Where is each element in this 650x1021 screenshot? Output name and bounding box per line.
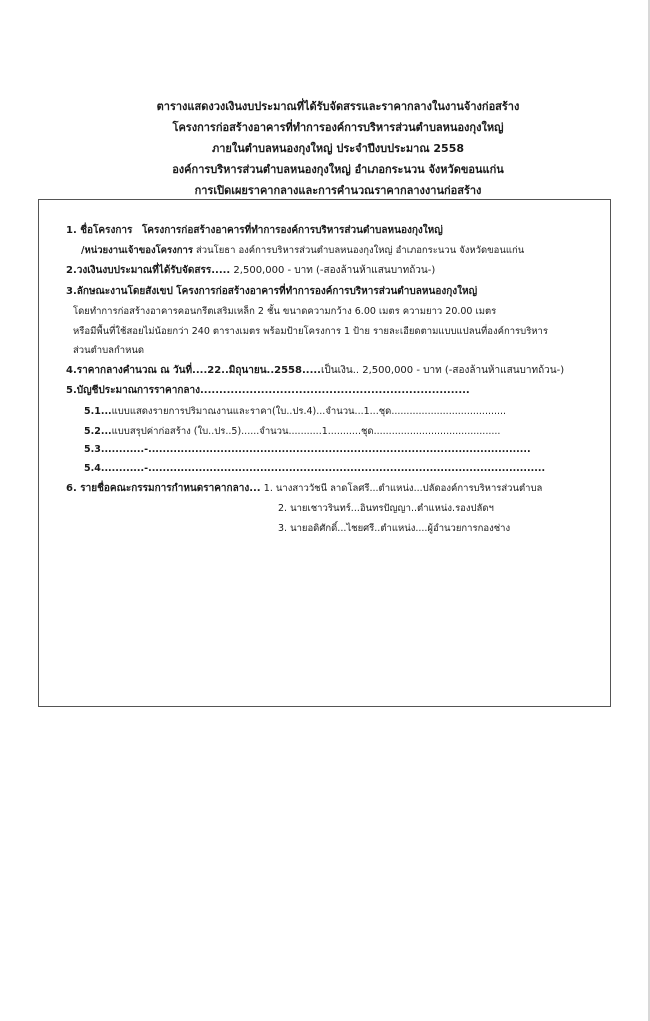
item-3-desc-line-3: ส่วนตำบลกำหนด bbox=[73, 345, 144, 356]
item-3-label: 3.ลักษณะงานโดยสังเขป โครงการก่อสร้างอาคารที่ทำการองค์การบริหารส่วนตำบลหนองกุงใหญ่ bbox=[66, 286, 478, 297]
item-5-3: 5.3............-.......................................................................................................... bbox=[84, 444, 531, 455]
item-5-1 bbox=[84, 405, 506, 419]
title-line-4: องค์การบริหารส่วนตำบลหนองกุงใหญ่ อำเภอกระนวน จังหวัดขอนแก่น bbox=[172, 163, 504, 176]
committee-member-3: 3. นายอดิศักดิ์...ไชยศรี..ตำแหน่ง....ผู้อำนวยการกองช่าง bbox=[278, 523, 511, 534]
item-4-label: 4.ราคากลางคำนวณ ณ วันที่....22..มิถุนายน..2558..... bbox=[66, 365, 321, 376]
title-line-3: ภายในตำบลหนองกุงใหญ่ ประจำปีงบประมาณ 2558 bbox=[211, 142, 465, 155]
title-line-2: โครงการก่อสร้างอาคารที่ทำการองค์การบริหารส่วนตำบลหนองกุงใหญ่ bbox=[172, 121, 504, 134]
title-line-1: ตารางแสดงวงเงินงบประมาณที่ได้รับจัดสรรและราคากลางในงานจ้างก่อสร้าง bbox=[156, 100, 520, 113]
title-line-5: การเปิดเผยราคากลางและการคำนวณราคากลางงานก่อสร้าง bbox=[194, 184, 482, 197]
item-4-value: เป็นเงิน.. 2,500,000 - บาท (-สองล้านห้าแสนบาทถ้วน-) bbox=[320, 365, 565, 376]
item-1-agency-value: ส่วนโยธา องค์การบริหารส่วนตำบลหนองกุงใหญ่ อำเภอกระนวน จังหวัดขอนแก่น bbox=[196, 245, 525, 256]
item-5-2-label: 5.2... bbox=[84, 426, 112, 437]
item-1-agency-label: /หน่วยงานเจ้าของโครงการ bbox=[81, 245, 193, 256]
item-1-label: 1. ชื่อโครงการ bbox=[66, 225, 133, 236]
item-2-label: 2.วงเงินงบประมาณที่ได้รับจัดสรร..... bbox=[66, 265, 231, 276]
item-6-label: 6. รายชื่อคณะกรรมการกำหนดราคากลาง... bbox=[66, 483, 261, 494]
item-5-4: 5.4............-.............................................................................................................. bbox=[84, 463, 546, 474]
item-1-value: โครงการก่อสร้างอาคารที่ทำการองค์การบริหารส่วนตำบลหนองกุงใหญ่ bbox=[141, 225, 443, 236]
item-3-desc-line-2: หรือมีพื้นที่ใช้สอยไม่น้อยกว่า 240 ตารางเมตร พร้อมป้ายโครงการ 1 ป้าย รายละเอียดตามแบบแปลนที่องค์การบริหาร bbox=[73, 326, 548, 337]
committee-member-2: 2. นายเชาวรินทร์...อินทรปัญญา..ตำแหน่ง.รองปลัดฯ bbox=[278, 503, 494, 514]
item-5-1-label: 5.1... bbox=[84, 406, 112, 417]
item-2-value: 2,500,000 - บาท (-สองล้านห้าแสนบาทถ้วน-) bbox=[233, 265, 436, 276]
item-1-project-name bbox=[66, 224, 443, 238]
item-4-reference-price bbox=[66, 364, 564, 378]
item-5-2 bbox=[84, 425, 500, 439]
item-2-budget bbox=[66, 264, 435, 278]
document-title bbox=[60, 96, 616, 201]
committee-member-1: 1. นางสาววัชนี ลาดโลศรี...ตำแหน่ง...ปลัดองค์การบริหารส่วนตำบล bbox=[263, 483, 543, 494]
item-6-committee bbox=[66, 482, 542, 496]
item-3-desc-line-1: โดยทำการก่อสร้างอาคารคอนกรีตเสริมเหล็ก 2 ชั้น ขนาดความกว้าง 6.00 เมตร ความยาว 20.00 เมตร bbox=[73, 306, 497, 317]
item-5-1-value: แบบแสดงรายการปริมาณงานและราคา(ใบ..ปร.4)...จำนวน...1...ชุด...................................... bbox=[111, 406, 507, 417]
item-1-agency bbox=[81, 244, 524, 258]
item-5-2-value: แบบสรุปค่าก่อสร้าง (ใบ..ปร..5)......จำนวน...........1...........ชุด.......................................... bbox=[111, 426, 501, 437]
item-5-label: 5.บัญชีประมาณการราคากลาง....................................................................... bbox=[66, 385, 470, 396]
